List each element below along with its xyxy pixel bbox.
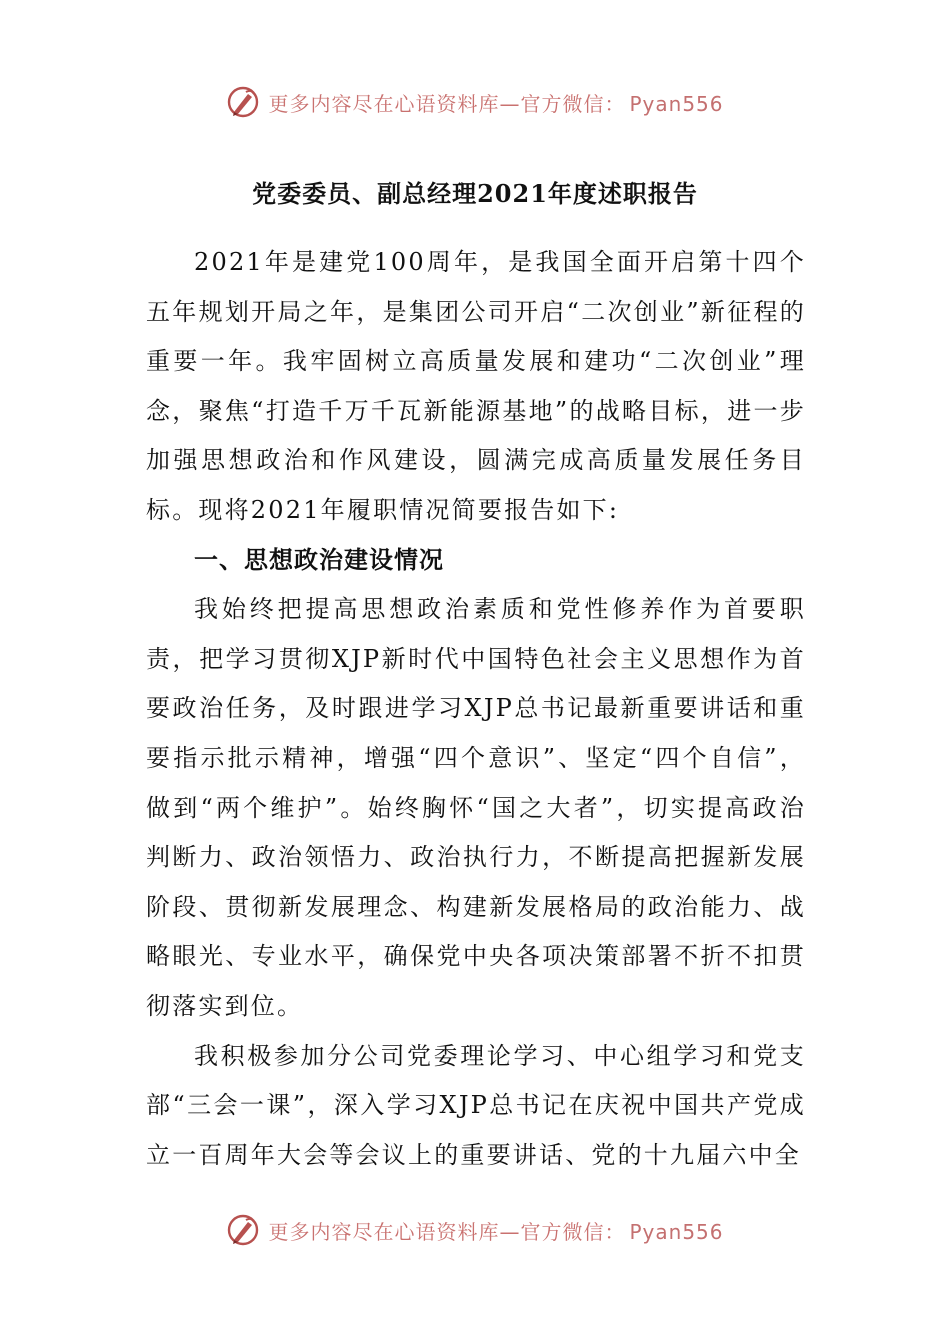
watermark-text: 更多内容尽在心语资料库—官方微信： Pyan556 [268,91,724,116]
watermark-text: 更多内容尽在心语资料库—官方微信： Pyan556 [268,1219,724,1244]
footer-watermark-banner [0,1210,950,1250]
intro-paragraph: 2021年是建党100周年，是我国全面开启第十四个五年规划开局之年，是集团公司开启“二次创业”新征程的重要一年。我牢固树立高质量发展和建功“二次创业”理念，聚焦“打造千万千瓦新能源基地”的战略目标，进一步加强思想政治和作风建设，圆满完成高质量发展任务目标。现将2021年履职情况简要报告如下: [146,248,806,524]
body-paragraph: 我始终把提高思想政治素质和党性修养作为首要职责，把学习贯彻XJP新时代中国特色社会主义思想作为首要政治任务，及时跟进学习XJP总书记最新重要讲话和重要指示批示精神，增强“四个意识”、坚定“四个自信”，做到“两个维护”。始终胸怀“国之大者”，切实提高政治判断力、政治领悟力、政治执行力，不断提高把握新发展阶段、贯彻新发展理念、构建新发展格局的政治能力、战略眼光、专业水平，确保党中央各项决策部署不折不扣贯彻落实到位。 [146,595,806,1020]
section-heading: 一、思想政治建设情况 [194,545,444,574]
pen-logo-icon [226,85,260,119]
document-title: 党委委员、副总经理2021年度述职报告 [252,179,698,208]
wechat-id: Pyan556 [629,91,724,116]
header-watermark-banner [0,82,950,122]
wechat-id: Pyan556 [629,1219,724,1244]
pen-logo-icon [226,1213,260,1247]
document-body [146,238,806,1180]
body-paragraph: 我积极参加分公司党委理论学习、中心组学习和党支部“三会一课”，深入学习XJP总书记在庆祝中国共产党成立一百周年大会等会议上的重要讲话、党的十九届六中全 [146,1041,806,1169]
